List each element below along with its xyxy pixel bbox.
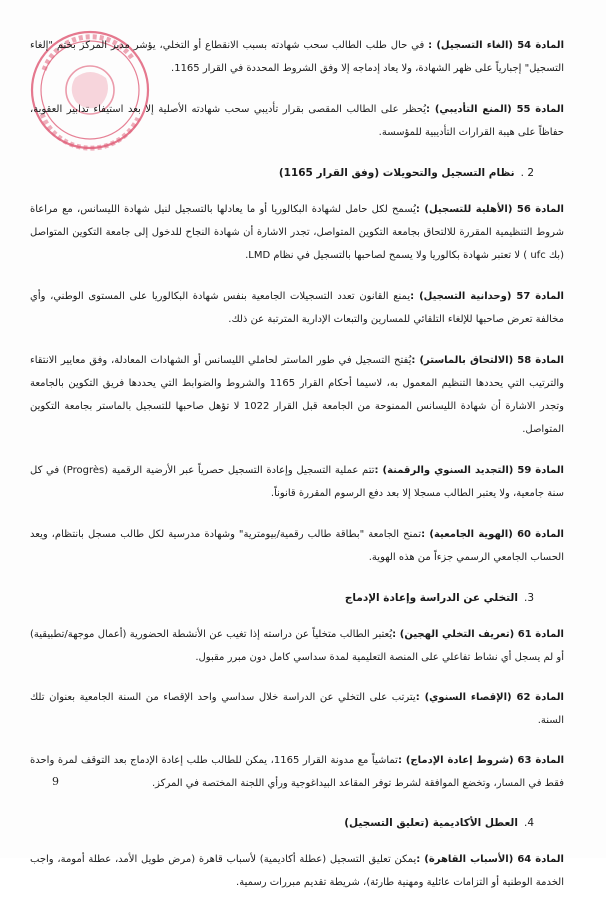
document-body xyxy=(30,34,564,912)
article-title: المادة 61 (تعريف التخلي الهجين) : xyxy=(392,629,564,640)
section-number: 3. xyxy=(523,592,534,604)
article-57 xyxy=(30,285,564,331)
article-text: تماشياً مع مدونة القرار 1165، يمكن للطالب طلب إعادة الإدماج بعد التوقف لمرة واحدة فقط في المسار، وتخضع الموافقة لشرط توفر المقاعد البيداغوجية ورأي اللجنة المختصة في المركز. xyxy=(30,755,564,789)
article-55 xyxy=(30,98,564,144)
article-text: يترتب على التخلي عن الدراسة خلال سداسي واحد الإقصاء من السنة الجامعية بعنوان تلك السنة. xyxy=(30,692,564,726)
article-63 xyxy=(30,749,564,795)
article-59 xyxy=(30,459,564,505)
article-60 xyxy=(30,523,564,569)
article-title: المادة 60 (الهوية الجامعية) : xyxy=(421,529,564,540)
article-text: يُفتح التسجيل في طور الماستر لحاملي الليسانس أو الشهادات المعادلة، وفق معايير الانتقاء والترتيب التي يحددها التنظيم المعمول به، لاسيما أحكام القرار 1165 والشروط والضوابط التي يحددها فريق التكوين بالجامعة وتجدر الاشارة أن شهادة الليسانس الممنوحة من الجامعة قبل القرار 1022 لا تؤهل صاحبها للتسجيل بالماستر بجامعة التكوين المتواصل. xyxy=(30,355,565,435)
article-title: المادة 63 (شروط إعادة الإدماج) : xyxy=(397,755,564,766)
article-title: المادة 58 (الالتحاق بالماستر) : xyxy=(411,355,564,366)
article-text: يمكن تعليق التسجيل (عطلة أكاديمية) لأسباب قاهرة (مرض طويل الأمد، عطلة أمومة، واجب الخدمة الوطنية أو التزامات عائلية ومهنية طارئة)، شريطة تقديم مبررات رسمية. xyxy=(30,854,564,888)
article-title: المادة 59 (التجديد السنوي والرقمنة) : xyxy=(374,465,564,476)
article-title: المادة 56 (الأهلية للتسجيل) : xyxy=(415,204,564,215)
section-heading-2 xyxy=(30,162,564,184)
article-text: يُحظر على الطالب المقصى بقرار تأديبي سحب شهادته الأصلية إلا بعد استيفاء تدابير العقوبة، حفاظاً على هيبة القرارات التأديبية للمؤسسة. xyxy=(30,104,564,138)
section-title: العطل الأكاديمية (تعليق التسجيل) xyxy=(344,817,518,829)
section-number: 2 . xyxy=(520,167,534,179)
section-title: نظام التسجيل والتحويلات (وفق القرار 1165) xyxy=(278,167,515,179)
section-heading-4 xyxy=(30,812,564,834)
article-56 xyxy=(30,198,564,267)
article-text: يُعتبر الطالب متخلياً عن دراسته إذا تغيب عن الأنشطة الحضورية (أعمال موجهة/تطبيقية) أو لم يسجل أي نشاط تفاعلي على المنصة التعليمية لمدة سداسي كامل دون مبرر مقبول. xyxy=(30,629,564,663)
article-61 xyxy=(30,623,564,669)
article-title: المادة 64 (الأسباب القاهرة) : xyxy=(416,854,564,865)
article-text: يُسمح لكل حامل لشهادة البكالوريا أو ما يعادلها بالتسجيل لنيل شهادة الليسانس، مع مراعاة شروط التنظيمية المقررة للالتحاق بجامعة التكوين المتواصل، تجدر الاشارة أن شهادة النجاح للدخول إلى جامعة التكوين المتواصل (بك ufc ) لا تعتبر شهادة بكالوريا ولا يسمح لصاحبها بالتسجيل في نظام LMD. xyxy=(30,204,564,261)
article-text: تتم عملية التسجيل وإعادة التسجيل حصرياً عبر الأرضية الرقمية (Progrès) في كل سنة جامعية، ولا يعتبر الطالب مسجلا إلا بعد دفع الرسوم المقررة قانوناً. xyxy=(30,465,564,499)
article-54 xyxy=(30,34,564,80)
page-number: 9 xyxy=(52,775,59,788)
article-text: تمنح الجامعة "بطاقة طالب رقمية/بيومترية" وشهادة مدرسية لكل طالب مسجل بانتظام، ويعد الحساب الجامعي الرسمي جزءاً من هذه الهوية. xyxy=(30,529,564,563)
article-64 xyxy=(30,848,564,894)
section-number: 4. xyxy=(523,817,534,829)
article-title: المادة 54 (الغاء التسجيل) : xyxy=(428,40,564,51)
article-title: المادة 55 (المنع التأديبي) : xyxy=(426,104,564,115)
article-text: في حال طلب الطالب سحب شهادته بسبب الانقطاع أو التخلي، يؤشر مدير المركز بختم "إلغاء التسجيل" إجبارياً على ظهر الشهادة، ولا يعاد إدماجه إلا وفق الشروط المحددة في القرار 1165. xyxy=(30,40,564,74)
section-heading-3 xyxy=(30,587,564,609)
article-text: يمنع القانون تعدد التسجيلات الجامعية بنفس شهادة البكالوريا على المستوى الوطني، وأي مخالفة تعرض صاحبها للإلغاء التلقائي للمسارين والتبعات الإدارية المترتبة عن ذلك. xyxy=(30,291,564,325)
article-58 xyxy=(30,349,564,441)
article-62 xyxy=(30,686,564,732)
article-title: المادة 62 (الإقصاء السنوي) : xyxy=(415,692,564,703)
article-title: المادة 57 (وحدانية التسجيل) : xyxy=(410,291,564,302)
section-title: التخلي عن الدراسة وإعادة الإدماج xyxy=(344,592,518,604)
